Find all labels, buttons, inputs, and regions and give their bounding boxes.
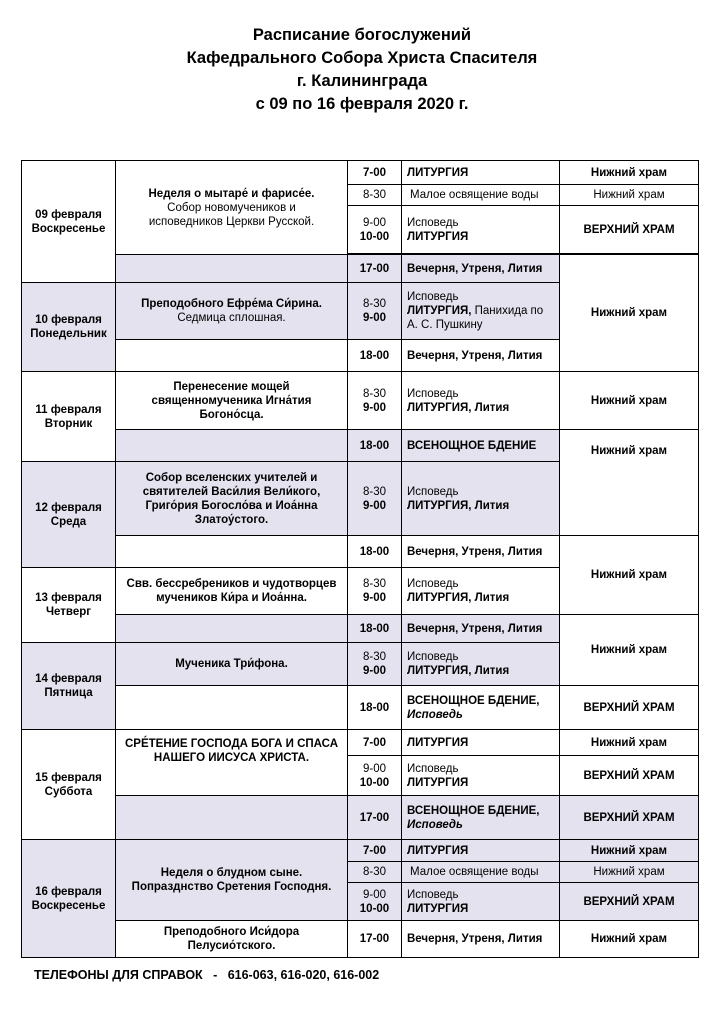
service-cell <box>402 643 560 686</box>
weekday-label: Вторник <box>44 417 93 430</box>
time-cell <box>348 643 402 686</box>
time-value: 9-00 <box>362 401 387 414</box>
feast-line: Преподобного Иси́дора <box>163 926 300 938</box>
title-line-2: Кафедрального Собора Христа Спасителя <box>186 49 538 67</box>
service-cell: Вечерня, Утреня, Лития <box>402 255 560 283</box>
service-cell <box>402 206 560 254</box>
service-cell: ЛИТУРГИЯ <box>402 730 560 756</box>
time-cell: 7-00 <box>348 730 402 756</box>
time-value: 8-30 <box>362 651 387 663</box>
service-cell: Вечерня, Утреня, Лития <box>402 921 560 958</box>
feast-line: Григо́рия Богосло́ва и Иоа́нна <box>145 499 318 512</box>
service-cell: Вечерня, Утреня, Лития <box>402 615 560 643</box>
time-cell: 17-00 <box>348 255 402 283</box>
page-title <box>0 24 724 116</box>
place-cell: Нижний храм <box>560 921 699 958</box>
service-cell: Малое освящение воды <box>402 862 560 883</box>
place-cell: Нижний храм <box>560 430 699 536</box>
place-cell: ВЕРХНИЙ ХРАМ <box>560 206 699 254</box>
feast-cell <box>116 840 348 921</box>
phone-footer: ТЕЛЕФОНЫ ДЛЯ СПРАВОК - 616-063, 616-020, 616-002 <box>34 968 380 982</box>
service-value: ЛИТУРГИЯ <box>407 776 469 789</box>
date-label: 12 февраля <box>35 501 102 514</box>
time-value: 8-30 <box>362 298 387 310</box>
feast-cell-empty <box>116 686 348 730</box>
feast-cell <box>116 921 348 958</box>
feast-cell-empty <box>116 255 348 283</box>
time-cell <box>348 206 402 254</box>
service-value: Исповедь <box>407 291 459 303</box>
date-cell <box>22 840 116 958</box>
weekday-label: Среда <box>50 515 87 528</box>
place-cell: Нижний храм <box>560 730 699 756</box>
feast-cell <box>116 462 348 536</box>
service-value: Исповедь <box>407 708 463 721</box>
feast-cell <box>116 730 348 796</box>
service-value: ВСЕНОЩНОЕ БДЕНИЕ, <box>407 804 540 817</box>
service-value: А. С. Пушкину <box>407 319 483 331</box>
place-cell: Нижний храм <box>560 255 699 372</box>
feast-cell-empty <box>116 430 348 462</box>
service-value: ЛИТУРГИЯ, <box>407 305 472 317</box>
time-cell: 18-00 <box>348 615 402 643</box>
date-cell <box>22 643 116 730</box>
service-cell: ЛИТУРГИЯ <box>402 840 560 862</box>
time-value: 9-00 <box>362 312 387 324</box>
feast-line: Собор новомучеников и <box>167 201 296 214</box>
service-cell <box>402 568 560 615</box>
service-value: ЛИТУРГИЯ, Лития <box>407 592 510 604</box>
service-cell <box>402 462 560 536</box>
feast-line: Пелусио́тского. <box>187 940 276 952</box>
feast-cell <box>116 643 348 686</box>
service-cell: Вечерня, Утреня, Лития <box>402 536 560 568</box>
service-value: ЛИТУРГИЯ <box>407 230 469 243</box>
table-row <box>22 921 699 958</box>
feast-cell <box>116 161 348 255</box>
date-cell <box>22 161 116 283</box>
feast-cell-empty <box>116 615 348 643</box>
service-value: ЛИТУРГИЯ, Лития <box>407 499 510 512</box>
feast-line: мучеников Ки́ра и Иоа́нна. <box>156 592 307 604</box>
table-row <box>22 730 699 756</box>
feast-line: Попразднство Сретения Господня. <box>131 881 332 893</box>
date-cell <box>22 568 116 643</box>
feast-line: Преподобного Ефре́ма Си́рина. <box>141 298 322 310</box>
place-cell: Нижний храм <box>560 536 699 615</box>
title-line-4: с 09 по 16 февраля 2020 г. <box>255 95 469 113</box>
time-cell: 17-00 <box>348 921 402 958</box>
feast-line: СРЕ́ТЕНИЕ ГОСПОДА БОГА И СПАСА <box>124 738 339 750</box>
time-cell: 8-30 <box>348 862 402 883</box>
table-row <box>22 615 699 643</box>
service-cell: Вечерня, Утреня, Лития <box>402 340 560 372</box>
service-value: Исповедь <box>407 818 463 831</box>
service-value: ЛИТУРГИЯ, Лития <box>407 665 510 677</box>
table-row <box>22 796 699 840</box>
feast-cell <box>116 372 348 430</box>
time-cell: 7-00 <box>348 161 402 185</box>
schedule-table <box>21 160 699 958</box>
feast-cell <box>116 283 348 340</box>
time-cell <box>348 883 402 921</box>
feast-line: Собор вселенских учителей и <box>145 471 318 484</box>
weekday-label: Воскресенье <box>31 899 106 912</box>
time-value: 10-00 <box>359 902 390 915</box>
feast-line: Богоно́сца. <box>199 408 264 421</box>
weekday-label: Суббота <box>44 785 93 798</box>
place-cell: Нижний храм <box>560 161 699 185</box>
time-value: 8-30 <box>362 387 387 400</box>
feast-line: Неделя о мытаре́ и фарисе́е. <box>148 187 315 200</box>
place-cell: Нижний храм <box>560 840 699 862</box>
service-value: ЛИТУРГИЯ, Лития <box>407 401 510 414</box>
date-label: 14 февраля <box>35 673 102 685</box>
table-row <box>22 686 699 730</box>
table-row <box>22 840 699 862</box>
time-cell <box>348 372 402 430</box>
service-cell <box>402 283 560 340</box>
place-cell: ВЕРХНИЙ ХРАМ <box>560 686 699 730</box>
time-cell: 18-00 <box>348 686 402 730</box>
table-row <box>22 430 699 462</box>
feast-line: Мученика Три́фона. <box>175 658 288 670</box>
date-label: 11 февраля <box>35 403 102 416</box>
service-value: Панихида по <box>471 305 544 317</box>
title-line-1: Расписание богослужений <box>252 26 472 44</box>
date-label: 16 февраля <box>35 885 102 898</box>
place-cell: ВЕРХНИЙ ХРАМ <box>560 756 699 796</box>
service-value: Исповедь <box>407 651 459 663</box>
service-cell: Малое освящение воды <box>402 185 560 206</box>
title-line-3: г. Калининграда <box>296 72 428 90</box>
time-cell: 18-00 <box>348 340 402 372</box>
service-cell <box>402 883 560 921</box>
time-cell: 8-30 <box>348 185 402 206</box>
service-value: ВСЕНОЩНОЕ БДЕНИЕ, <box>407 694 540 707</box>
table-row <box>22 536 699 568</box>
time-cell: 18-00 <box>348 430 402 462</box>
date-cell <box>22 462 116 568</box>
date-label: 15 февраля <box>35 771 102 784</box>
place-cell: Нижний храм <box>560 862 699 883</box>
feast-line: Неделя о блудном сыне. <box>160 867 303 879</box>
time-value: 9-00 <box>362 888 387 901</box>
time-cell <box>348 568 402 615</box>
time-cell: 7-00 <box>348 840 402 862</box>
place-cell: Нижний храм <box>560 372 699 430</box>
time-cell <box>348 462 402 536</box>
feast-line: НАШЕГО ИИСУСА ХРИСТА. <box>153 752 310 764</box>
service-value: Исповедь <box>407 387 459 400</box>
service-cell <box>402 686 560 730</box>
weekday-label: Воскресенье <box>31 222 106 235</box>
service-value: Исповедь <box>407 578 459 590</box>
place-cell: Нижний храм <box>560 615 699 686</box>
time-cell: 17-00 <box>348 796 402 840</box>
feast-line: исповедников Церкви Русской. <box>148 215 315 228</box>
time-cell: 18-00 <box>348 536 402 568</box>
service-value: Исповедь <box>407 485 459 498</box>
table-row <box>22 161 699 185</box>
service-value: Исповедь <box>407 888 459 901</box>
feast-cell-empty <box>116 536 348 568</box>
time-value: 9-00 <box>362 499 387 512</box>
feast-line: святителей Васи́лия Вели́кого, <box>142 485 321 498</box>
time-value: 10-00 <box>359 776 390 789</box>
date-cell <box>22 730 116 840</box>
service-value: Исповедь <box>407 216 459 229</box>
date-cell <box>22 283 116 372</box>
feast-cell-empty <box>116 340 348 372</box>
weekday-label: Понедельник <box>30 328 107 340</box>
service-cell <box>402 756 560 796</box>
date-label: 13 февраля <box>35 592 102 604</box>
date-label: 09 февраля <box>35 208 102 221</box>
time-value: 9-00 <box>362 216 387 229</box>
service-cell <box>402 372 560 430</box>
place-cell: ВЕРХНИЙ ХРАМ <box>560 796 699 840</box>
time-value: 9-00 <box>362 592 387 604</box>
table-row <box>22 255 699 283</box>
weekday-label: Пятница <box>44 687 93 699</box>
time-value: 9-00 <box>362 665 387 677</box>
time-cell <box>348 756 402 796</box>
feast-cell <box>116 568 348 615</box>
date-cell <box>22 372 116 462</box>
time-value: 8-30 <box>362 578 387 590</box>
weekday-label: Четверг <box>45 606 92 618</box>
service-cell: ЛИТУРГИЯ <box>402 161 560 185</box>
service-value: Исповедь <box>407 762 459 775</box>
feast-line: священномученика Игна́тия <box>151 394 312 407</box>
date-label: 10 февраля <box>35 314 102 326</box>
feast-line: Седмица сплошная. <box>177 312 286 324</box>
time-cell <box>348 283 402 340</box>
place-cell: Нижний храм <box>560 185 699 206</box>
feast-cell-empty <box>116 796 348 840</box>
place-cell: ВЕРХНИЙ ХРАМ <box>560 883 699 921</box>
feast-line: Златоу́стого. <box>194 513 269 526</box>
service-value: ЛИТУРГИЯ <box>407 902 469 915</box>
time-value: 8-30 <box>362 485 387 498</box>
table-row <box>22 372 699 430</box>
time-value: 10-00 <box>359 230 390 243</box>
feast-line: Свв. бессребреников и чудотворцев <box>126 578 337 590</box>
service-cell <box>402 796 560 840</box>
service-cell: ВСЕНОЩНОЕ БДЕНИЕ <box>402 430 560 462</box>
time-value: 9-00 <box>362 762 387 775</box>
feast-line: Перенесение мощей <box>173 380 290 393</box>
